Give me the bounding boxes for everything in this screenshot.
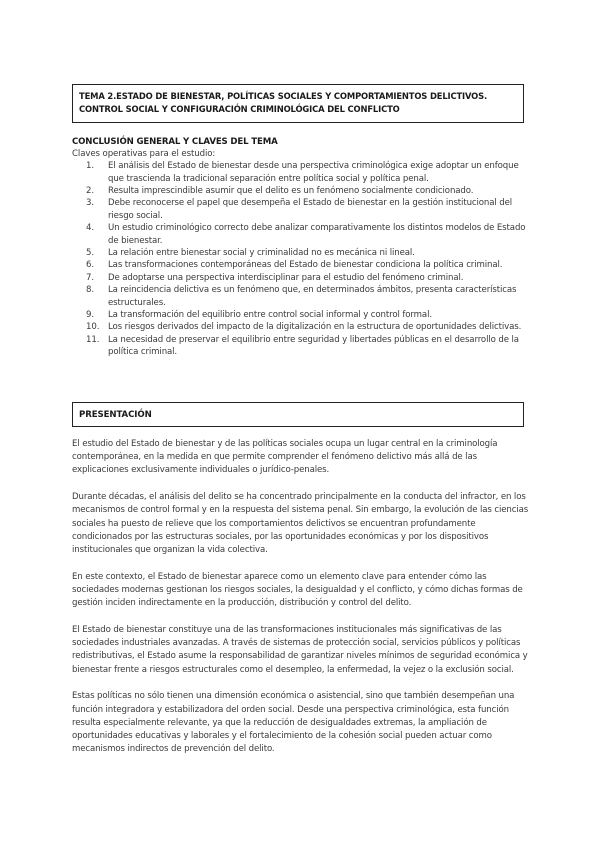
key-points-list bbox=[72, 160, 532, 359]
presentation-heading: PRESENTACIÓN bbox=[79, 410, 152, 420]
key-point-text: Un estudio criminológico correcto debe analizar comparativamente los distintos modelos de Estado de bienestar. bbox=[108, 223, 526, 246]
key-point-text: Los riesgos derivados del impacto de la digitalización en la estructura de oportunidades delictivas. bbox=[108, 322, 522, 333]
key-point-text: De adoptarse una perspectiva interdisciplinar para el estudio del fenómeno criminal. bbox=[108, 272, 464, 283]
key-point-number: 3. bbox=[86, 198, 94, 209]
topic-title-line-1: TEMA 2.ESTADO DE BIENESTAR, POLÍTICAS SOCIALES Y COMPORTAMIENTOS DELICTIVOS. bbox=[79, 91, 488, 101]
key-point-item bbox=[72, 185, 532, 197]
key-point-number: 4. bbox=[86, 223, 94, 234]
paragraph: Estas políticas no sólo tienen una dimensión económica o asistencial, sino que también desempeñan una función integradora y estabilizadora del orden social. Desde una perspectiva criminológica, esta función resulta especialmente relevante, ya que la reducción de desigualdades extremas, la ampliación de oportunidades educativas y laborales y el fortalecimiento de la cohesión social pueden actuar como mecanismos indirectos de prevención del delito. bbox=[72, 691, 515, 755]
key-point-number: 6. bbox=[86, 260, 94, 271]
topic-title-line-2: CONTROL SOCIAL Y CONFIGURACIÓN CRIMINOLÓGICA DEL CONFLICTO bbox=[79, 104, 400, 114]
key-point-text: La necesidad de preservar el equilibrio entre seguridad y libertades públicas en el desarrollo de la política criminal. bbox=[108, 334, 519, 358]
topic-title-box bbox=[72, 84, 524, 123]
conclusion-intro: Claves operativas para el estudio: bbox=[72, 149, 216, 159]
key-point-item bbox=[72, 309, 532, 321]
key-point-text: La transformación del equilibrio entre control social informal y control formal. bbox=[108, 310, 432, 321]
key-point-text: La relación entre bienestar social y criminalidad no es mecánica ni lineal. bbox=[108, 248, 415, 259]
key-point-number: 9. bbox=[86, 310, 94, 321]
key-point-number: 11. bbox=[86, 334, 100, 345]
key-point-item bbox=[72, 334, 532, 359]
key-point-number: 10. bbox=[86, 322, 100, 333]
presentation-body bbox=[72, 438, 530, 770]
key-point-item bbox=[72, 160, 532, 185]
key-point-text: Resulta imprescindible asumir que el delito es un fenómeno socialmente condicionado. bbox=[108, 186, 474, 197]
key-point-number: 1. bbox=[86, 161, 94, 172]
conclusion-section bbox=[72, 136, 532, 359]
key-point-text: Debe reconocerse el papel que desempeña el Estado de bienestar en la gestión institucional del riesgo social. bbox=[108, 198, 513, 221]
key-point-item bbox=[72, 247, 532, 259]
conclusion-heading: CONCLUSIÓN GENERAL Y CLAVES DEL TEMA bbox=[72, 137, 278, 147]
presentation-heading-box bbox=[72, 402, 524, 427]
key-point-number: 5. bbox=[86, 248, 94, 259]
key-point-item bbox=[72, 321, 532, 333]
paragraph: El Estado de bienestar constituye una de las transformaciones institucionales más significativas de las sociedades industriales avanzadas. A través de sistemas de protección social, servicios públicos y políticas redistributivas, el Estado asume la responsabilidad de garantizar niveles mínimos de seguridad económica y bienestar frente a riesgos estructurales como el desempleo, la enfermedad, la vejez o la exclusión social. bbox=[72, 625, 528, 675]
key-point-number: 2. bbox=[86, 186, 94, 197]
paragraph: Durante décadas, el análisis del delito se ha concentrado principalmente en la conducta del infractor, en los mecanismos de control formal y en la respuesta del sistema penal. Sin embargo, la evolución de las ciencias sociales ha puesto de relieve que los comportamientos delictivos se encuentran profundamente condicionados por las estructuras sociales, por las oportunidades económicas y por los dispositivos institucionales que organizan la vida colectiva. bbox=[72, 492, 529, 556]
key-point-text: La reincidencia delictiva es un fenómeno que, en determinados ámbitos, presenta características estructurales. bbox=[108, 285, 517, 308]
key-point-text: Las transformaciones contemporáneas del Estado de bienestar condiciona la política criminal. bbox=[108, 260, 503, 271]
key-point-number: 8. bbox=[86, 285, 94, 296]
key-point-item bbox=[72, 272, 532, 284]
paragraph: En este contexto, el Estado de bienestar aparece como un elemento clave para entender cómo las sociedades modernas gestionan los riesgos sociales, la desigualdad y el conflicto, y cómo dichas formas de gestión inciden indirectamente en la producción, distribución y control del delito. bbox=[72, 571, 523, 609]
key-point-text: El análisis del Estado de bienestar desde una perspectiva criminológica exige adoptar un enfoque que trascienda la tradicional separación entre política social y política penal. bbox=[108, 161, 519, 184]
key-point-item bbox=[72, 197, 532, 222]
key-point-number: 7. bbox=[86, 272, 94, 283]
key-point-item bbox=[72, 222, 532, 247]
paragraph: El estudio del Estado de bienestar y de las políticas sociales ocupa un lugar central en la criminología contemporánea, en la medida en que permite comprender el fenómeno delictivo más allá de las explicaciones exclusivamente individuales o jurídico-penales. bbox=[72, 439, 498, 476]
key-point-item bbox=[72, 284, 532, 309]
key-point-item bbox=[72, 259, 532, 271]
